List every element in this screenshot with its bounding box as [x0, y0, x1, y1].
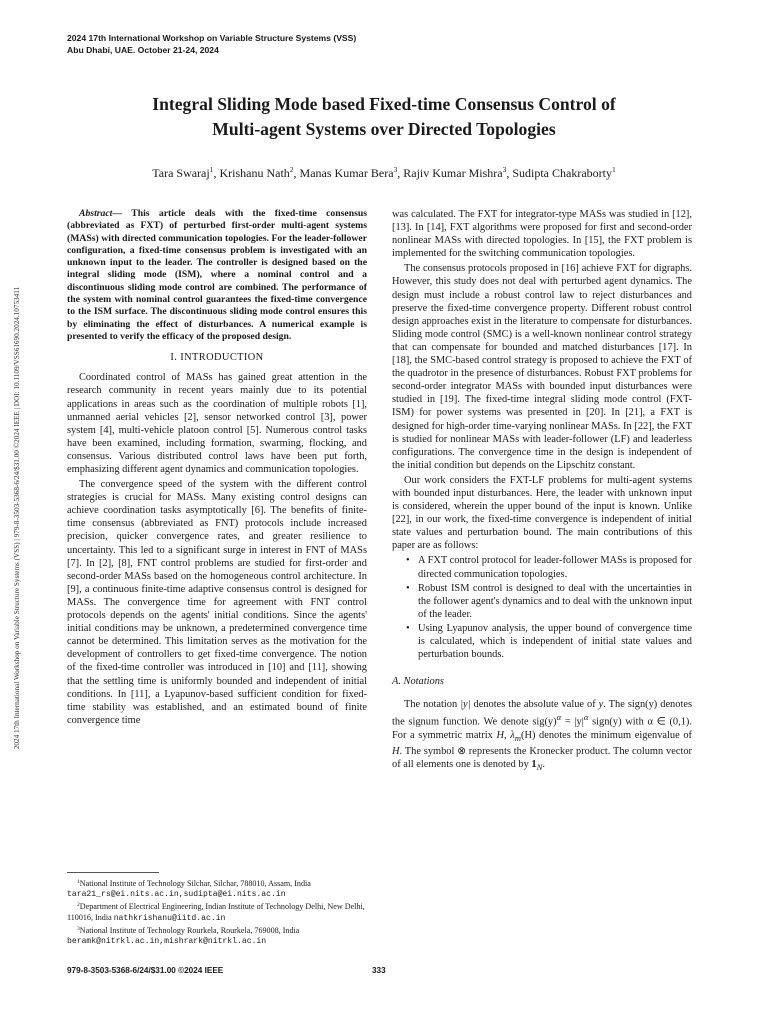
author: Sudipta Chakraborty$^1$: [512, 165, 616, 180]
author: Tara Swaraj$^1$,: [152, 165, 220, 180]
bullet-icon: •: [406, 582, 410, 594]
email-link[interactable]: tara21_rs@ei.nits.ac.in,sudipta@ei.nits.ac.in: [67, 890, 286, 900]
contribution-list: [404, 554, 692, 661]
email-link[interactable]: beramk@nitrkl.ac.in,mishrark@nitrkl.ac.in: [67, 937, 267, 947]
list-item: • Using Lyapunov analysis, the upper bound of convergence time is calculated, which is independent of initial state values and perturbation bounds.: [406, 622, 692, 661]
notations-paragraph: The notation |y| denotes the absolute value of y. The sign(y) denotes the signum function. We denote $sig(y)^\alpha = |y|^\alpha$ sign(y) with α ∈ (0,1). For a symmetric matrix H, $\lambda_m(H)$ denotes the minimum eigenvalue of H. The symbol ⊗ represents the Kronecker product. The column vector of all elements one is denoted by $1_N$.: [392, 699, 692, 773]
paragraph: Coordinated control of MASs has gained great attention in the research community in recent years mainly due to its potential applications in areas such as the coordination of multiple robots [1], unmanned aerial vehicles [2], sensor networked control [3], power system [4], multi-vehicle platoon control [5]. Numerous control tasks have been examined, including formation, swarming, flocking, and consensus. Various distributed control laws have been put forth, emphasizing different agent dynamics and communication topologies.: [67, 372, 367, 476]
footnote-divider: [67, 872, 159, 873]
copyright-footer: 979-8-3503-5368-6/24/$31.00 ©2024 IEEE: [67, 966, 224, 975]
paragraph: Our work considers the FXT-LF problems for multi-agent systems with bounded input disturbances. Here, the leader with unknown input is considered, wherein the upper bound of the input is known. Unlike [22], in our work, the fixed-time convergence is independent of initial state values and perturbation bound. The main contributions of this paper are as follows:: [392, 474, 692, 552]
conference-location: Abu Dhabi, UAE. October 21-24, 2024: [67, 45, 219, 55]
email-link[interactable]: nathkrishanu@iitd.ac.in: [113, 913, 226, 923]
side-strip-text: 2024 17th International Workshop on Variable Structure Systems (VSS) | 979-8-3503-5368-6/24/$31.00 ©2024 IEEE | DOI: 10.1109/VSS61690.2024.10753411: [13, 286, 21, 750]
conference-header: [67, 32, 356, 56]
section-heading-introduction: I. INTRODUCTION: [170, 352, 264, 364]
left-column: [67, 208, 367, 729]
abstract: Abstract— This article deals with the fixed-time consensus (abbreviated as FXT) of perturbed first-order multi-agent systems (MASs) with directed communication topologies. For the leader-follower configuration, a fixed-time consensus problem is investigated with an unknown input to the leader. The controller is designed based on the integral sliding mode (ISM), where a nominal control and a discontinuous sliding mode control are combined. The performance of the system with nominal control guarantees the fixed-time convergence to the ISM surface. The discontinuous sliding mode control ensures this by eliminating the effect of disturbances. A numerical example is presented to verify the efficacy of the proposed design.: [67, 208, 368, 342]
author: Krishanu Nath$^2$,: [219, 165, 300, 180]
footnote: $^2$Department of Electrical Engineering, Indian Institute of Technology Delhi, New Delhi, 110016, India nathkrishanu@iitd.ac.in: [67, 902, 365, 923]
bullet-icon: •: [406, 622, 410, 634]
paper-title: [67, 92, 701, 142]
conference-name: 2024 17th International Workshop on Variable Structure Systems (VSS): [67, 33, 357, 43]
title-line-1: Integral Sliding Mode based Fixed-time Consensus Control of: [152, 94, 616, 114]
right-column: [392, 208, 692, 776]
author: Rajiv Kumar Mishra$^3$,: [403, 165, 513, 180]
title-line-2: Multi-agent Systems over Directed Topologies: [212, 119, 556, 139]
paragraph: was calculated. The FXT for integrator-type MASs was studied in [12], [13]. In [14], FXT algorithms were proposed for first and second-order nonlinear MASs with directed topologies. In [15], the FXT problem is implemented for the switching communication topologies.: [392, 209, 692, 260]
author-list: [67, 162, 701, 181]
subsection-heading-notations: A. Notations: [392, 676, 444, 688]
abstract-text: This article deals with the fixed-time consensus (abbreviated as FXT) of perturbed first-order multi-agent systems (MASs) with directed communication topologies. For the leader-follower configuration, a fixed-time consensus problem is investigated with an unknown input to the leader. The controller is designed based on the integral sliding mode (ISM), where a nominal control and a discontinuous sliding mode control are combined. The performance of the system with nominal control guarantees the fixed-time convergence to the ISM surface. The discontinuous sliding mode control ensures this by eliminating the effect of disturbances. A numerical example is presented to verify the efficacy of the proposed design.: [67, 208, 368, 342]
bullet-icon: •: [406, 555, 410, 567]
paragraph: The convergence speed of the system with the different control strategies is crucial for MASs. Many existing control designs can achieve coordination tasks asymptotically [6]. The benefits of finite-time consensus (abbreviated as FNT) protocols include increased precision, quicker convergence rates, and greater resilience to uncertainty. This led to a significant surge in interest in FNT of MASs [7]. In [2], [8], FNT control problems are studied for first-order and second-order MASs based on the homogeneous control architecture. In [9], a continuous finite-time adaptive consensus control is designed for MASs. The convergence time for agreement with FNT control protocols depends on the agents' initial conditions. Since the agents' initial conditions may be unknown, a predetermined convergence time cannot be determined. This limitation serves as the motivation for the development of controllers to get fixed-time convergence. The notion of the fixed-time controller was introduced in [10] and [11], showing that the settling time is uniformly bounded and independent of initial conditions. In [11], a Lyapunov-based sufficient condition for fixed-time stability was established, and an estimated bound of finite convergence time: [67, 479, 367, 726]
list-item: • A FXT control protocol for leader-follower MASs is proposed for directed communication topologies.: [406, 555, 692, 580]
footnote: $^3$National Institute of Technology Rourkela, Rourkela, 769008, India beramk@nitrkl.ac.in,mishrark@nitrkl.ac.in: [67, 925, 300, 947]
paragraph: The consensus protocols proposed in [16] achieve FXT for digraphs. However, this study does not deal with perturbed agent dynamics. The design must include a robust control law to reject disturbances and preserve the fixed-time convergence property. Different robust control design approaches exist in the literature to compensate for disturbances. Sliding mode control (SMC) is a well-known nonlinear control strategy that can compensate for bounded and matched disturbances [17]. In [18], the SMC-based control strategy is proposed to achieve the FXT of the quadrotor in the presence of disturbances. Robust FXT problems for second-order integrator MASs with bounded input disturbances were studied in [19]. The fixed-time integral sliding mode control (FXT-ISM) for power systems was presented in [20]. In [21], a FXT is designed for high-order time-varying nonlinear MASs. In [22], the FXT is studied for nonlinear MASs with leader-follower (LF) and leaderless configurations. The convergence time in the design is independent of the initial condition but depends on the Lipschitz constant.: [392, 263, 692, 471]
side-strip: [10, 188, 24, 848]
author: Manas Kumar Bera$^3$,: [299, 165, 404, 180]
footnote: $^1$National Institute of Technology Silchar, Silchar, 788010, Assam, India tara21_rs@ei.nits.ac.in,sudipta@ei.nits.ac.in: [67, 879, 311, 900]
list-item: • Robust ISM control is designed to deal with the uncertainties in the follower agent's dynamics and to deal with the unknown input of the leader.: [406, 582, 692, 620]
abstract-label: Abstract: [79, 208, 113, 219]
affiliation-footnotes: [67, 872, 377, 947]
page-number: 333: [372, 966, 386, 975]
